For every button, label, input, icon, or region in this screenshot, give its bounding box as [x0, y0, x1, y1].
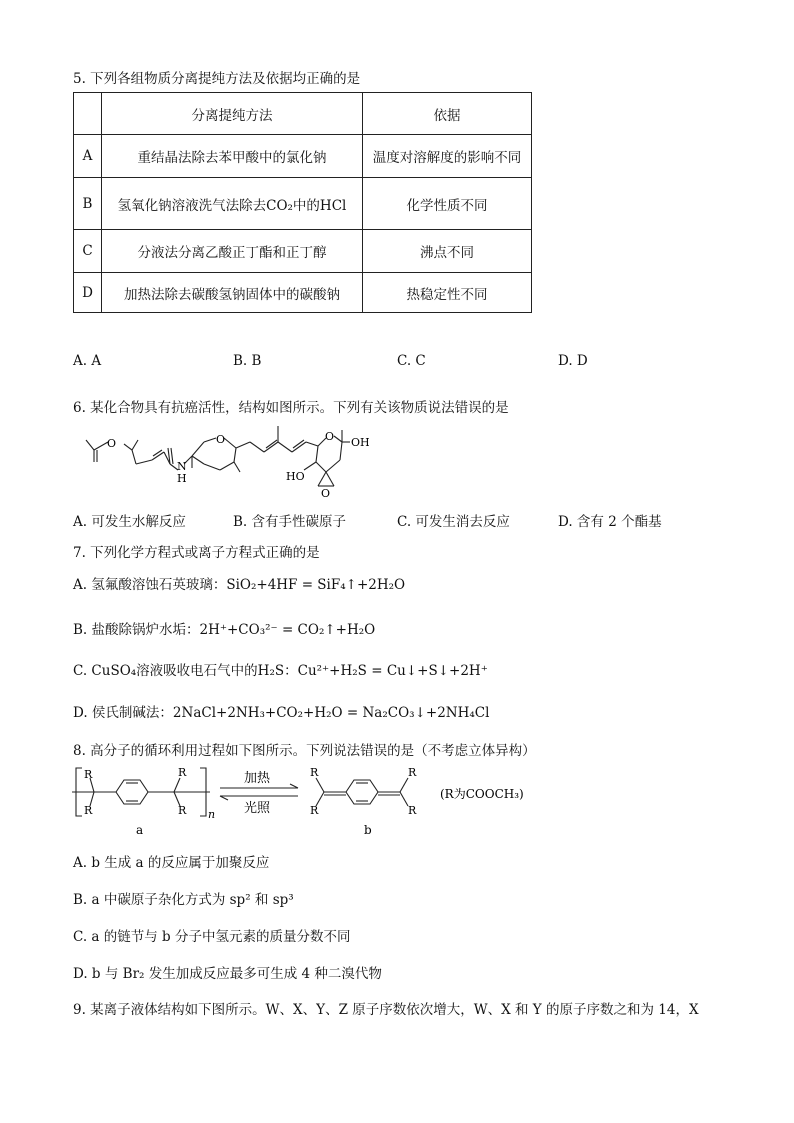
table-row [74, 135, 532, 178]
q6-stem: 6. 某化合物具有抗癌活性，结构如图所示。下列有关该物质说法错误的是 [73, 400, 509, 416]
struct-label-o: O [325, 430, 335, 443]
row-letter: A [74, 135, 102, 178]
struct-label-oh: OH [351, 436, 370, 449]
r-label: R [84, 804, 93, 817]
r-label: R [408, 804, 417, 817]
r-label: R [408, 766, 417, 779]
struct-label-o: O [107, 437, 117, 450]
table-row [74, 230, 532, 273]
struct-label-h: H [177, 472, 187, 485]
q6-option-c[interactable]: C. 可发生消去反应 [397, 514, 510, 530]
q7-option-c[interactable]: C. CuSO₄溶液吸收电石气中的H₂S：Cu²⁺+H₂S = Cu↓+S↓+2H⁺ [73, 663, 488, 679]
row-method: 分液法分离乙酸正丁酯和正丁醇 [102, 230, 363, 273]
r-label: R [310, 804, 319, 817]
q5-stem: 5. 下列各组物质分离提纯方法及依据均正确的是 [73, 71, 361, 87]
q6-option-a[interactable]: A. 可发生水解反应 [73, 514, 186, 530]
q8-scheme-diagram [70, 760, 540, 840]
separation-table [73, 92, 532, 313]
row-method: 加热法除去碳酸氢钠固体中的碳酸钠 [102, 273, 363, 313]
q7-option-d[interactable]: D. 侯氏制碱法：2NaCl+2NH₃+CO₂+H₂O = Na₂CO₃↓+2NH₄Cl [73, 705, 490, 721]
table-row [74, 273, 532, 313]
q6-option-b[interactable]: B. 含有手性碳原子 [233, 514, 347, 530]
q8-stem: 8. 高分子的循环利用过程如下图所示。下列说法错误的是（不考虑立体异构） [73, 743, 536, 759]
q5-option-c[interactable]: C. C [397, 353, 426, 369]
q8-option-a[interactable]: A. b 生成 a 的反应属于加聚反应 [73, 855, 270, 871]
q7-stem: 7. 下列化学方程式或离子方程式正确的是 [73, 545, 320, 561]
forward-condition: 加热 [244, 771, 271, 786]
q7-option-b[interactable]: B. 盐酸除锅炉水垢：2H⁺+CO₃²⁻ = CO₂↑+H₂O [73, 622, 376, 638]
r-label: R [178, 766, 187, 779]
r-label: R [178, 804, 187, 817]
q5-option-a[interactable]: A. A [73, 353, 102, 369]
row-letter: B [74, 178, 102, 230]
q8-option-c[interactable]: C. a 的链节与 b 分子中氢元素的质量分数不同 [73, 929, 351, 945]
repeat-n-label: n [208, 808, 216, 821]
row-basis: 沸点不同 [363, 230, 532, 273]
row-basis: 温度对溶解度的影响不同 [363, 135, 532, 178]
struct-label-n: N [177, 460, 187, 473]
struct-label-o: O [216, 433, 226, 446]
row-method: 重结晶法除去苯甲酸中的氯化钠 [102, 135, 363, 178]
compound-a-label: a [136, 823, 144, 837]
table-header-method: 分离提纯方法 [102, 93, 363, 135]
row-basis: 化学性质不同 [363, 178, 532, 230]
q6-option-d[interactable]: D. 含有 2 个酯基 [558, 514, 662, 530]
q8-option-d[interactable]: D. b 与 Br₂ 发生加成反应最多可生成 4 种二溴代物 [73, 966, 382, 982]
table-header-cell [74, 93, 102, 135]
r-definition-note: (R为COOCH₃) [440, 787, 524, 801]
q5-option-d[interactable]: D. D [558, 353, 588, 369]
struct-label-ho: HO [286, 470, 305, 483]
q6-structure-diagram [80, 420, 390, 500]
r-label: R [310, 766, 319, 779]
table-header-basis: 依据 [363, 93, 532, 135]
row-letter: D [74, 273, 102, 313]
q7-option-a[interactable]: A. 氢氟酸溶蚀石英玻璃：SiO₂+4HF = SiF₄↑+2H₂O [73, 577, 406, 593]
r-label: R [84, 768, 93, 781]
compound-b-label: b [364, 823, 372, 837]
row-method: 氢氧化钠溶液洗气法除去CO₂中的HCl [102, 178, 363, 230]
row-basis: 热稳定性不同 [363, 273, 532, 313]
q9-stem: 9. 某离子液体结构如下图所示。W、X、Y、Z 原子序数依次增大，W、X 和 Y 的原子序数之和为 14，X [73, 1002, 699, 1018]
q5-option-b[interactable]: B. B [233, 353, 262, 369]
struct-label-o: O [321, 487, 331, 500]
row-letter: C [74, 230, 102, 273]
q8-option-b[interactable]: B. a 中碳原子杂化方式为 sp² 和 sp³ [73, 892, 294, 908]
table-header-row [74, 93, 532, 135]
reverse-condition: 光照 [244, 801, 271, 816]
table-row [74, 178, 532, 230]
